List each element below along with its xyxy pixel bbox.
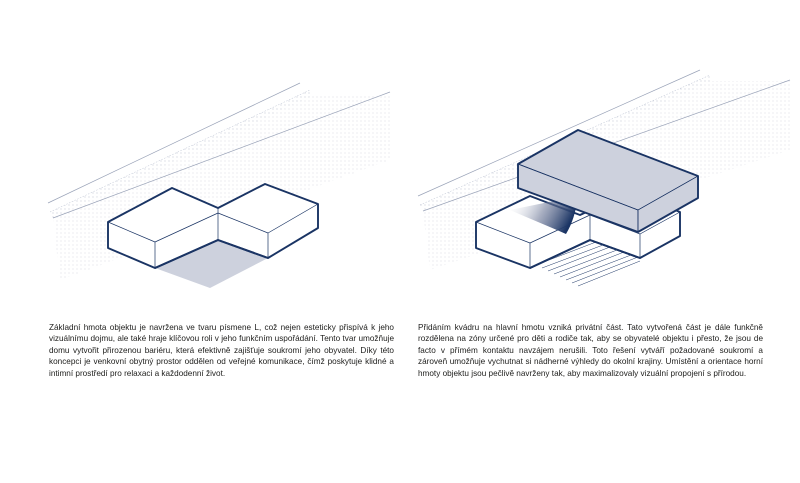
added-block-diagram xyxy=(400,0,800,320)
l-mass-diagram xyxy=(0,0,400,320)
added-block-caption: Přidáním kvádru na hlavní hmotu vzniká privátní část. Tato vytvořená část je dále funkčně rozdělena na zóny určené pro děti a rodiče tak, aby se obyvatelé objektu i přesto, že jsou de facto v přímém kontaktu navzájem nerušili. Toto řešení vytváří požadované soukromí a zároveň umožňuje vychutnat si nádherné výhledy do okolní krajiny. Umístění a orientace horní hmoty objektu jsou pečlivě navrženy tak, aby maximalizovaly vizuální propojení s přírodou. xyxy=(418,323,763,378)
l-mass-caption: Základní hmota objektu je navržena ve tvaru písmene L, což nejen esteticky přispívá k jeho vizuálnímu dojmu, ale také hraje klíčovou roli v jeho funkčním uspořádání. Tento tvar umožňuje domu vytvořit přirozenou bariéru, která efektivně zajišťuje soukromí jeho obyvatel. Díky této koncepci je venkovní obytný prostor oddělen od veřejné komunikace, čímž poskytuje klidné a intimní prostředí pro relaxaci a každodenní život. xyxy=(49,323,394,378)
